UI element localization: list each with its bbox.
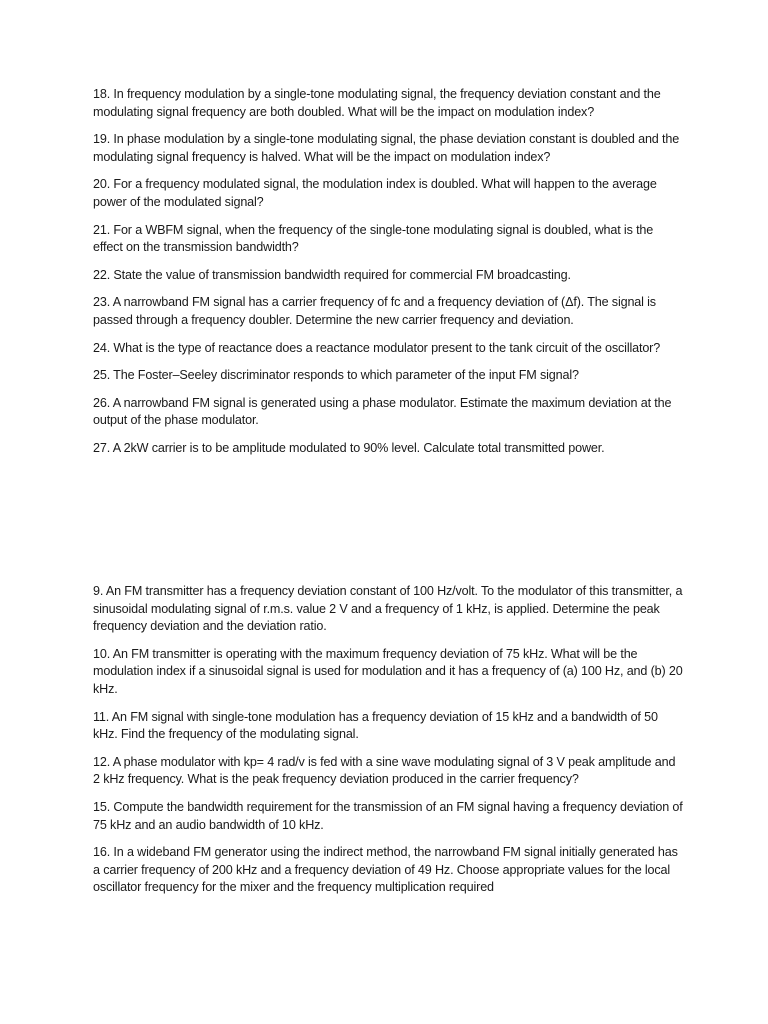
- question-18: 18. In frequency modulation by a single-tone modulating signal, the frequency deviation constant and the modulating signal frequency are both doubled. What will be the impact on modulation index?: [93, 87, 661, 119]
- question-20: 20. For a frequency modulated signal, the modulation index is doubled. What will happen to the average power of the modulated signal?: [93, 177, 657, 209]
- question-24: 24. What is the type of reactance does a reactance modulator present to the tank circuit of the oscillator?: [93, 340, 661, 355]
- question-16: 16. In a wideband FM generator using the indirect method, the narrowband FM signal initially generated has a carrier frequency of 200 kHz and a frequency deviation of 49 Hz. Choose appropriate values for the local oscillator frequency for the mixer and the frequency multiplication required: [93, 845, 678, 895]
- question-10: 10. An FM transmitter is operating with the maximum frequency deviation of 75 kHz. What will be the modulation index if a sinusoidal signal is used for modulation and it has a frequency of (a) 100 Hz, and (b) 20 kHz.: [93, 646, 683, 696]
- question-list-b: [93, 583, 683, 907]
- question-27: 27. A 2kW carrier is to be amplitude modulated to 90% level. Calculate total transmitted power.: [93, 440, 605, 455]
- question-26: 26. A narrowband FM signal is generated using a phase modulator. Estimate the maximum deviation at the output of the phase modulator.: [93, 395, 672, 428]
- question-19: 19. In phase modulation by a single-tone modulating signal, the phase deviation constant is doubled and the modulating signal frequency is halved. What will be the impact on modulation index?: [93, 132, 680, 164]
- question-list-a: [93, 86, 683, 468]
- question-9: 9. An FM transmitter has a frequency deviation constant of 100 Hz/volt. To the modulator of this transmitter, a sinusoidal modulating signal of r.m.s. value 2 V and a frequency of 1 kHz, is applied. Determine the peak frequency deviation and the deviation ratio.: [93, 584, 683, 634]
- question-15: 15. Compute the bandwidth requirement for the transmission of an FM signal having a frequency deviation of 75 kHz and an audio bandwidth of 10 kHz.: [93, 799, 683, 832]
- question-21: 21. For a WBFM signal, when the frequency of the single-tone modulating signal is doubled, what is the effect on the transmission bandwidth?: [93, 222, 654, 255]
- question-25: 25. The Foster–Seeley discriminator responds to which parameter of the input FM signal?: [93, 368, 579, 383]
- question-22: 22. State the value of transmission bandwidth required for commercial FM broadcasting.: [93, 267, 571, 282]
- question-11: 11. An FM signal with single-tone modulation has a frequency deviation of 15 kHz and a bandwidth of 50 kHz. Find the frequency of the modulating signal.: [93, 709, 658, 742]
- question-23: 23. A narrowband FM signal has a carrier frequency of fc and a frequency deviation of (Δf). The signal is passed through a frequency doubler. Determine the new carrier frequency and deviation.: [93, 295, 656, 327]
- question-12: 12. A phase modulator with kp= 4 rad/v is fed with a sine wave modulating signal of 3 V peak amplitude and 2 kHz frequency. What is the peak frequency deviation produced in the carrier frequency?: [93, 754, 676, 787]
